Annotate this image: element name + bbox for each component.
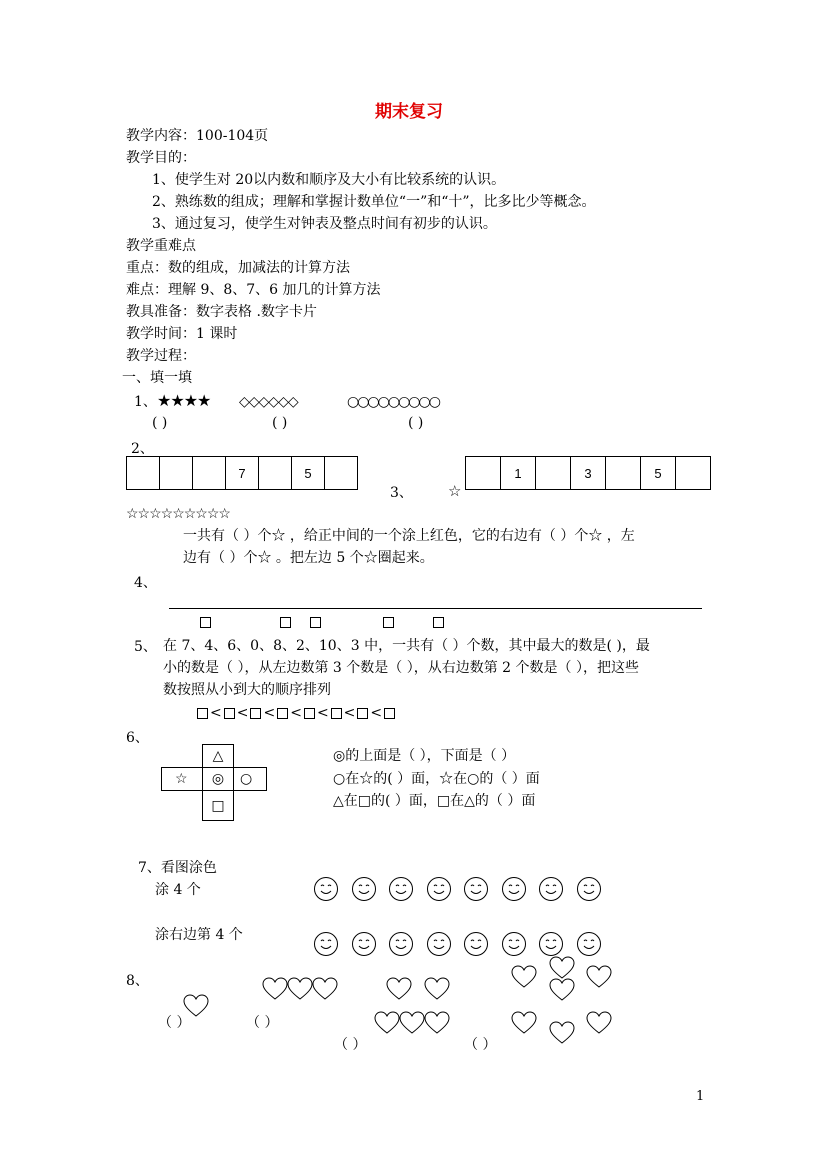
heart-icon (287, 977, 313, 1005)
square-icon (433, 617, 444, 628)
square-icon (280, 617, 291, 628)
smiley-icon (463, 931, 489, 961)
q7-label: 7、看图涂色 (138, 860, 217, 876)
smiley-icon (576, 931, 602, 961)
less-than: < (316, 705, 329, 721)
difficulty-heading: 教学重难点 (126, 238, 196, 254)
answer-blank: （ ） (158, 1015, 191, 1031)
circle-icon: ○ (240, 771, 253, 787)
q2-label: 2、 (131, 441, 154, 457)
q2-number-grid (126, 456, 358, 490)
q3-text: 边有（ ）个☆ 。把左边 5 个☆圈起来。 (183, 550, 434, 566)
less-than: < (343, 705, 356, 721)
square-icon (304, 708, 315, 719)
smiley-icon (388, 931, 414, 961)
q5-label: 5、 (134, 639, 157, 655)
q3-label: 3、 (390, 485, 413, 501)
q5-text: 小的数是（ ），从左边数第 3 个数是（ ），从右边数第 2 个数是（ ），把这些 (163, 660, 639, 676)
page-title: 期末复习 (375, 102, 443, 122)
grid-cell (466, 456, 501, 490)
heart-icon (424, 1011, 450, 1039)
heart-icon (312, 977, 338, 1005)
smiley-icon (463, 876, 489, 906)
answer-blank: ( ) (272, 415, 288, 431)
star-icon: ☆ (448, 482, 462, 500)
heart-icon (386, 977, 412, 1005)
grid-cell: 3 (571, 456, 606, 490)
q6-text: ◎的上面是（ ），下面是（ ） (333, 748, 516, 764)
q7-row-label: 涂右边第 4 个 (155, 927, 243, 943)
q5-text: 在 7、4、6、0、8、2、10、3 中，一共有（ ）个数，其中最大的数是( )，最 (163, 638, 650, 654)
heart-icon (424, 977, 450, 1005)
less-than: < (236, 705, 249, 721)
smiley-icon (313, 876, 339, 906)
heart-icon (586, 965, 612, 993)
grid-cell (193, 456, 226, 490)
grid-cell: 7 (226, 456, 259, 490)
square-icon (383, 617, 394, 628)
grid-cell (127, 456, 160, 490)
smiley-icon (313, 931, 339, 961)
smiley-icon (426, 876, 452, 906)
grid-cell (676, 456, 711, 490)
heart-icon (586, 1011, 612, 1039)
goal-heading: 教学目的： (126, 150, 196, 166)
cube-face-bottom (202, 790, 234, 821)
star-icon: ☆ (175, 771, 188, 787)
triangle-icon: △ (212, 748, 224, 764)
content-line: 教学内容：100-104页 (126, 128, 269, 144)
answer-blank: ( ) (152, 415, 168, 431)
smiley-icon (388, 876, 414, 906)
less-than: < (370, 705, 383, 721)
answer-blank: （ ） (464, 1037, 497, 1053)
square-icon (197, 708, 208, 719)
tools-line: 教具准备：数字表格 .数字卡片 (126, 304, 317, 320)
time-line: 教学时间：1 课时 (126, 326, 238, 342)
answer-blank: （ ） (334, 1037, 367, 1053)
square-icon (331, 708, 342, 719)
section-heading: 一、填一填 (122, 370, 192, 386)
goal-item: 3、通过复习，使学生对钟表及整点时间有初步的认识。 (152, 216, 497, 232)
answer-blank: （ ） (246, 1015, 279, 1031)
smiley-icon (426, 931, 452, 961)
less-than: < (290, 705, 302, 721)
number-line (169, 608, 702, 609)
circle-row: ○○○○○○○○○ (347, 394, 439, 410)
square-icon (224, 708, 235, 719)
bullseye-icon: ◎ (211, 771, 225, 787)
q6-text: ○在☆的( ）面，☆在○的（ ）面 (333, 771, 540, 787)
process-heading: 教学过程： (126, 348, 196, 364)
less-than: < (263, 705, 276, 721)
smiley-icon (576, 876, 602, 906)
square-icon (310, 617, 321, 628)
smiley-icon (351, 931, 377, 961)
smiley-icon (501, 876, 527, 906)
q6-text: △在□的( ）面，□在△的（ ）面 (333, 793, 536, 809)
star-row: ☆☆☆☆☆☆☆☆☆ (126, 506, 230, 522)
grid-cell (259, 456, 292, 490)
q8-label: 8、 (126, 973, 149, 989)
heart-icon (549, 978, 575, 1006)
q7-row-label: 涂 4 个 (155, 882, 201, 898)
filled-stars: ★★★★ (157, 391, 211, 410)
hard-line: 难点：理解 9、8、7、6 加几的计算方法 (126, 282, 381, 298)
heart-icon (262, 977, 288, 1005)
cube-face-center (202, 767, 234, 791)
ordering-row (197, 704, 395, 722)
grid-cell (536, 456, 571, 490)
square-icon (357, 708, 368, 719)
grid-cell (160, 456, 193, 490)
q5-text: 数按照从小到大的顺序排列 (163, 682, 331, 698)
square-icon (250, 708, 261, 719)
q3-number-grid (465, 456, 711, 490)
heart-icon (511, 1011, 537, 1039)
q6-label: 6、 (126, 730, 149, 746)
smiley-icon (538, 876, 564, 906)
grid-cell (606, 456, 641, 490)
focus-line: 重点：数的组成，加减法的计算方法 (126, 260, 350, 276)
cube-face-top (202, 744, 234, 768)
heart-icon (374, 1011, 400, 1039)
grid-cell: 5 (641, 456, 676, 490)
square-icon (384, 708, 395, 719)
grid-cell: 1 (501, 456, 536, 490)
q4-label: 4、 (134, 575, 157, 591)
heart-icon (399, 1011, 425, 1039)
grid-cell: 5 (292, 456, 325, 490)
smiley-icon (351, 876, 377, 906)
heart-icon (511, 965, 537, 993)
less-than: < (210, 705, 222, 721)
heart-icon (549, 1021, 575, 1049)
grid-cell (325, 456, 358, 490)
goal-item: 2、熟练数的组成；理解和掌握计数单位“一”和“十”，比多比少等概念。 (152, 194, 596, 210)
smiley-icon (501, 931, 527, 961)
answer-blank: ( ) (408, 415, 424, 431)
diamond-row: ◇◇◇◇◇◇ (239, 394, 298, 410)
q1-label: 1、 (134, 394, 157, 410)
q3-text: 一共有（ ）个☆ ，给正中间的一个涂上红色，它的右边有（ ）个☆ ，左 (183, 528, 635, 544)
goal-item: 1、使学生对 20以内数和顺序及大小有比较系统的认识。 (152, 172, 506, 188)
square-icon: □ (211, 797, 225, 814)
square-icon (277, 708, 288, 719)
page-number: 1 (696, 1089, 705, 1104)
square-icon (200, 617, 211, 628)
